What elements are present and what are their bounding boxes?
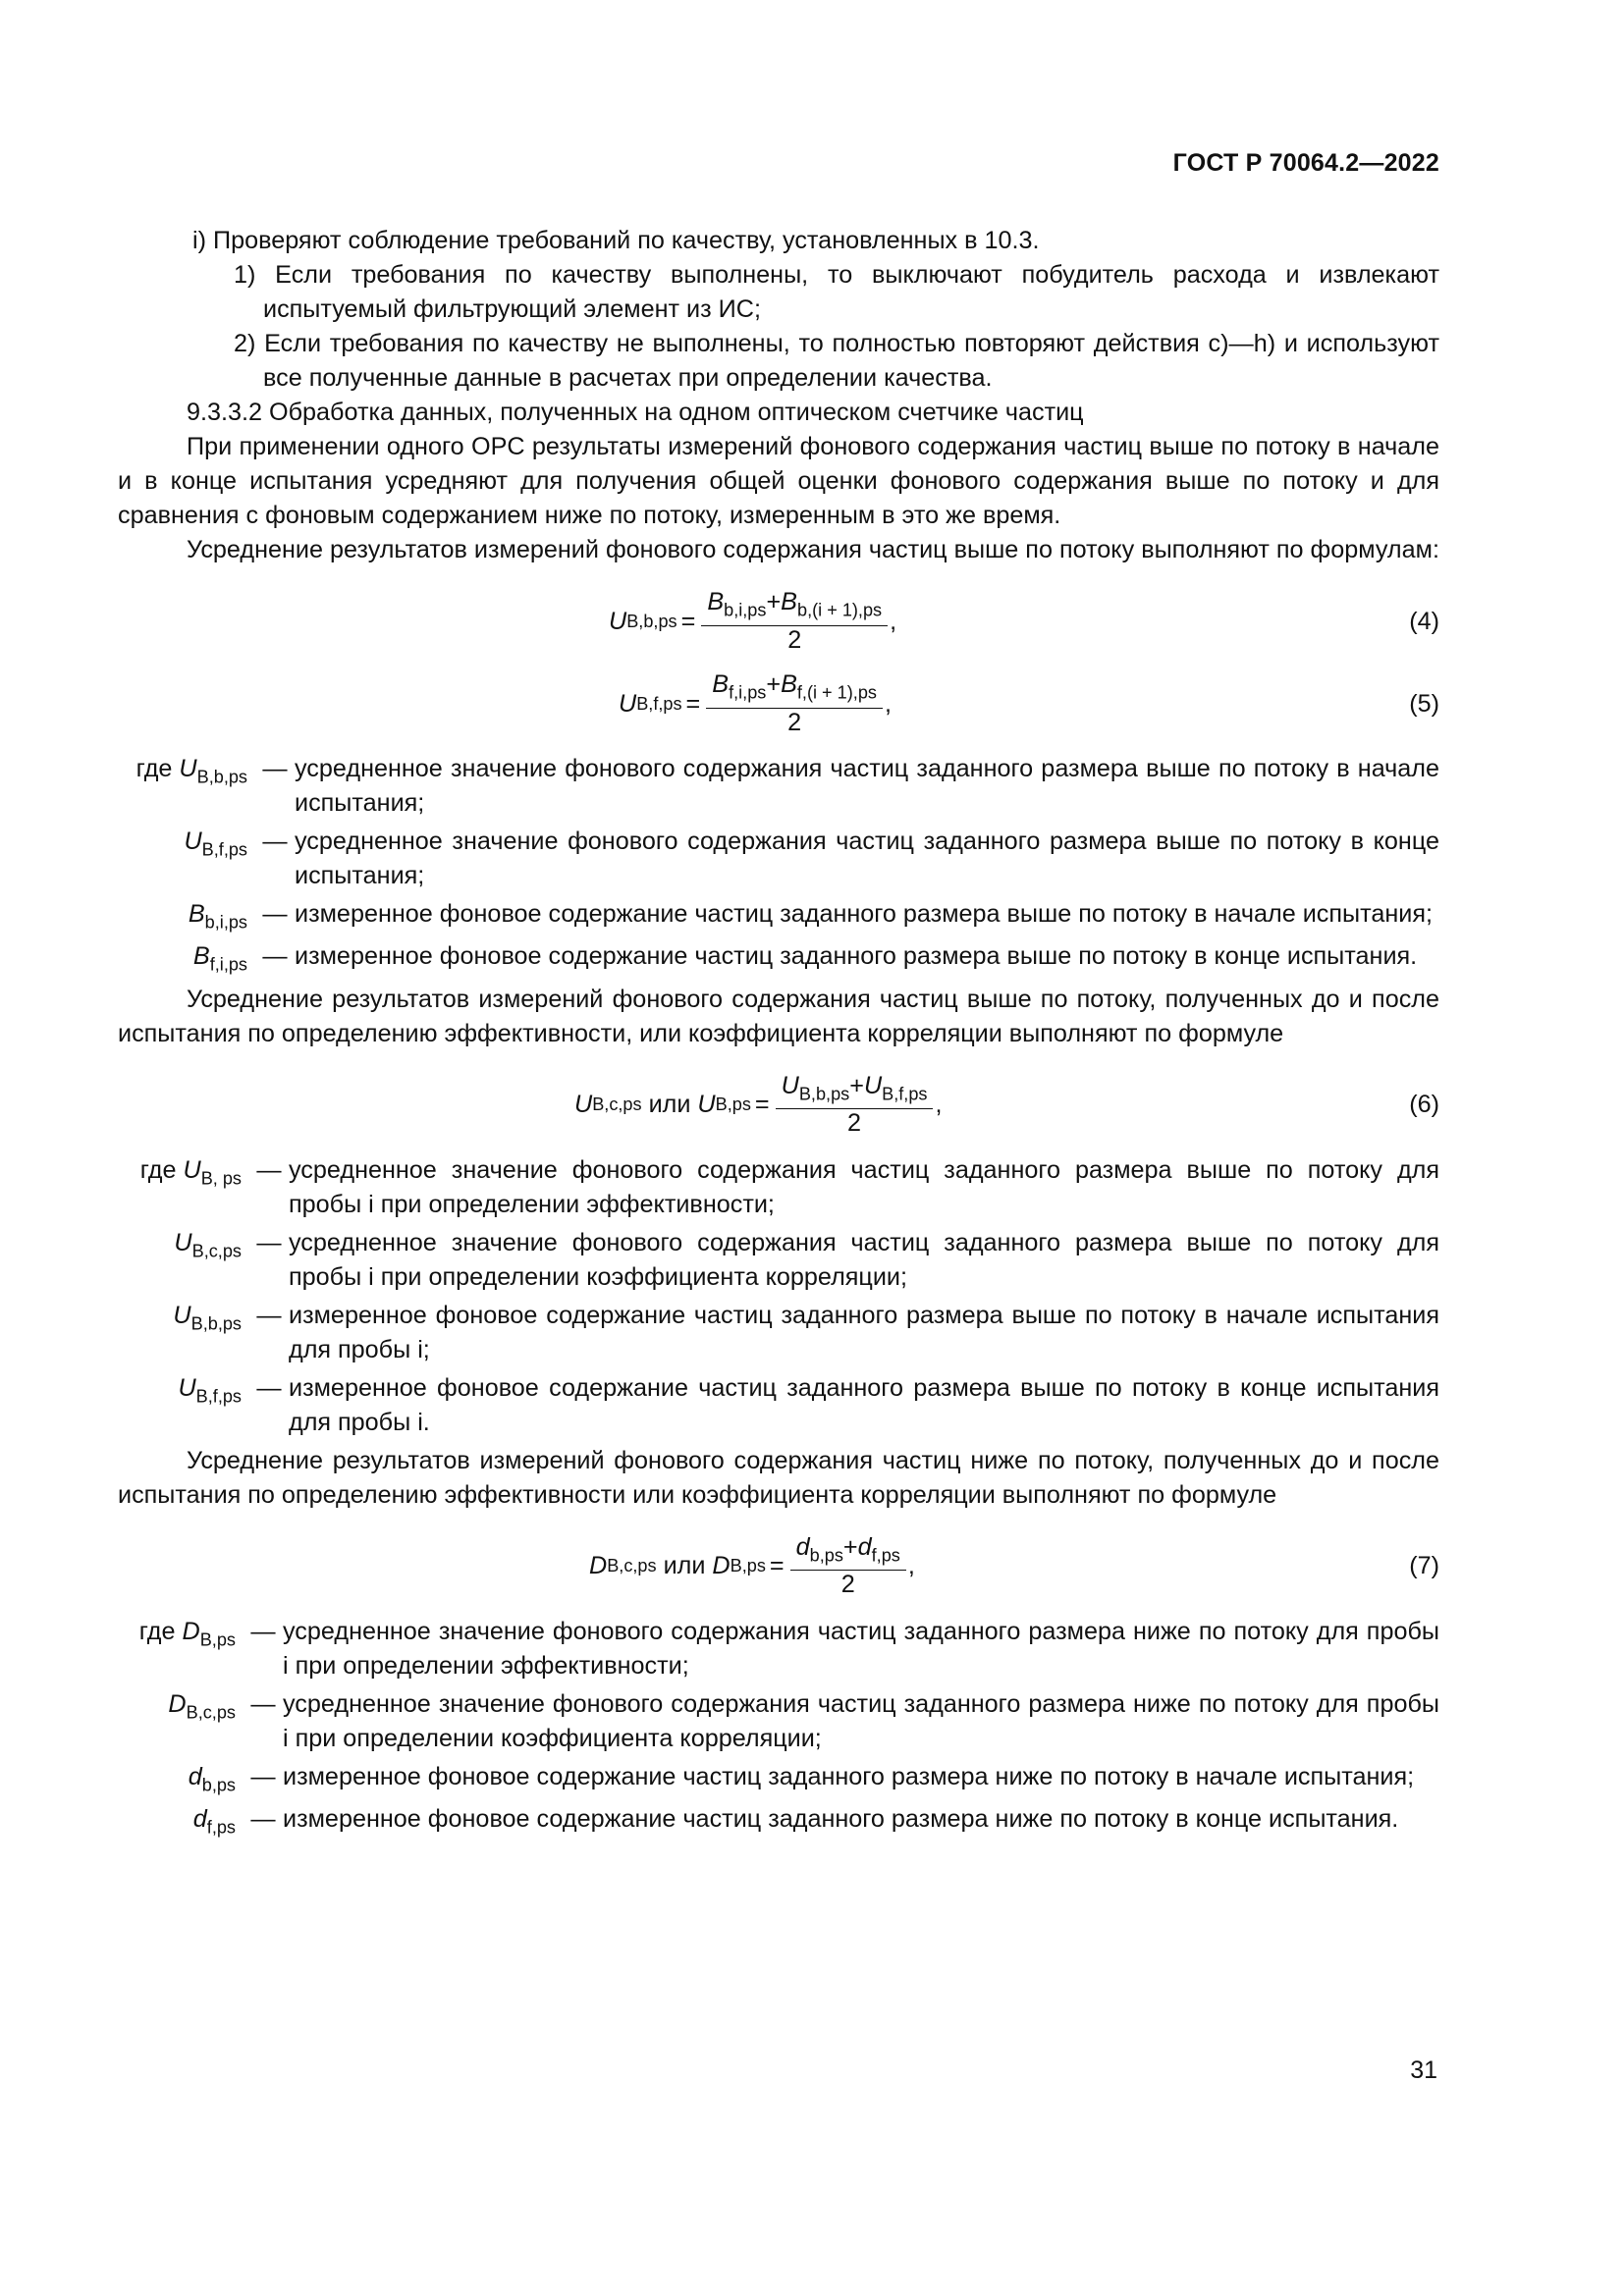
text-span: усредненное значение фонового содержания частиц заданного размера ниже по потоку для пробы i при определении коэффициента корреляции; [283, 1689, 1439, 1752]
text-span: D [168, 1689, 187, 1718]
text-span: f,ps [206, 1817, 236, 1838]
paragraph: Усреднение результатов измерений фонового содержания частиц ниже по потоку, полученных до и после испытания по определению эффективности или коэффициента корреляции выполняют по формуле [118, 1446, 1439, 1509]
text-span: D [712, 1552, 731, 1580]
text-span: = [754, 1091, 770, 1119]
text-span: усредненное значение фонового содержания частиц заданного размера выше по потоку в начале испытания; [295, 755, 1439, 817]
text-span: D [182, 1617, 200, 1645]
text-span: b,i,ps [204, 912, 247, 933]
text-span: U [697, 1091, 716, 1119]
paragraph: При применении одного OPC результаты измерений фонового содержания частиц выше по потоку в начале и в конце испытания усредняют для получения общей оценки фонового содержания выше по потоку и для сравнения с фоновым содержанием ниже по потоку, измеренным в это же время. [118, 433, 1439, 529]
text-span: измеренное фоновое содержание частиц заданного размера выше по потоку в конце испытания для пробы i. [289, 1373, 1439, 1436]
text-span: U [619, 689, 637, 718]
text-span: B [192, 942, 210, 971]
text-span: — [250, 1762, 276, 1790]
text-span: d [857, 1533, 872, 1562]
text-span: где [139, 1155, 177, 1184]
text-span: измеренное фоновое содержание частиц заданного размера выше по потоку в начале испытания для пробы i; [289, 1301, 1439, 1363]
text-span: — [256, 1301, 282, 1329]
text-span: , [890, 607, 897, 635]
text-span: B,b,ps [196, 767, 247, 787]
text-span: измеренное фоновое содержание частиц заданного размера выше по потоку в конце испытания. [295, 942, 1418, 971]
text-span: B,b,ps [626, 611, 677, 631]
text-span: B,ps [199, 1629, 236, 1650]
text-span: U [781, 1072, 799, 1100]
formula-fraction [701, 589, 888, 653]
list-item-2: 2) Если требования по качеству не выполнены, то полностью повторяют действия с)—h) и используют все полученные данные в расчетах при определении качества. [234, 330, 1439, 392]
text-span: B,b,ps [190, 1313, 242, 1334]
document-header: ГОСТ Р 70064.2—2022 [1172, 149, 1439, 177]
text-span: B,c,ps [191, 1241, 242, 1261]
formula-5 [118, 670, 1439, 736]
equation-number: (5) [1409, 689, 1439, 718]
text-span: b,ps [809, 1545, 843, 1566]
text-span: усредненное значение фонового содержания частиц заданного размера выше по потоку для пробы i при определении коэффициента корреляции; [289, 1228, 1439, 1291]
text-span: или [648, 1091, 691, 1119]
text-span: f,(i + 1),ps [796, 682, 877, 703]
text-span: 2 [840, 1571, 855, 1599]
definitions-list [118, 752, 1439, 983]
page-number: 31 [1410, 2056, 1437, 2084]
text-span: — [250, 1805, 276, 1834]
text-span: измеренное фоновое содержание частиц заданного размера выше по потоку в начале испытания; [295, 900, 1433, 928]
text-span: 2 [787, 625, 802, 654]
text-span: — [250, 1617, 276, 1645]
formula-6 [118, 1072, 1439, 1138]
text-span: — [262, 900, 288, 928]
list-item-1: 1) Если требования по качеству выполнены, то выключают побудитель расхода и извлекают испытуемый фильтрующий элемент из ИС; [234, 261, 1439, 323]
text-span: B,f,ps [882, 1084, 928, 1104]
text-span: — [256, 1373, 282, 1402]
text-span: U [183, 1155, 201, 1184]
text-span: f,ps [871, 1545, 900, 1566]
text-span: + [766, 670, 782, 699]
text-span: B,f,ps [636, 693, 682, 714]
equation-number: (6) [1409, 1091, 1439, 1119]
text-span: , [907, 1552, 915, 1580]
text-span: , [884, 689, 892, 718]
text-span: B,ps [715, 1095, 751, 1115]
text-span: где [138, 1617, 176, 1645]
definitions-list [118, 1615, 1439, 1845]
equation-number: (4) [1409, 607, 1439, 635]
text-span: измеренное фоновое содержание частиц заданного размера ниже по потоку в конце испытания. [283, 1805, 1399, 1834]
equation-number: (7) [1409, 1552, 1439, 1580]
text-span: + [842, 1533, 858, 1562]
formula-4 [118, 588, 1439, 654]
text-span: B, ps [200, 1168, 242, 1189]
text-span: — [256, 1228, 282, 1256]
section-heading: 9.3.3.2 Обработка данных, полученных на одном оптическом счетчике частиц [187, 399, 1084, 426]
text-span: U [174, 1228, 192, 1256]
text-span: = [685, 689, 701, 718]
text-span: D [589, 1552, 608, 1580]
text-span: — [262, 755, 288, 782]
text-span: f,i,ps [209, 954, 247, 975]
text-span: 2 [847, 1109, 862, 1138]
text-span: или [663, 1552, 706, 1580]
text-span: b,(i + 1),ps [796, 600, 883, 620]
text-span: U [179, 755, 197, 782]
text-span: — [262, 942, 288, 971]
paragraph: Усреднение результатов измерений фонового содержания частиц выше по потоку, полученных до и после испытания по определению эффективности, или коэффициента корреляции выполняют по формуле [118, 985, 1439, 1047]
text-span: — [250, 1689, 276, 1718]
text-span: U [863, 1072, 883, 1100]
text-span: , [935, 1091, 943, 1119]
text-span: где [135, 755, 173, 782]
text-span: b,i,ps [724, 600, 767, 620]
text-span: U [178, 1373, 196, 1402]
text-span: B,f,ps [201, 839, 247, 860]
formula-eq: = [680, 607, 696, 635]
text-span: = [769, 1552, 785, 1580]
text-span: f,i,ps [729, 682, 767, 703]
formula-fraction [706, 671, 883, 735]
text-span: d [192, 1805, 207, 1834]
text-span: U [574, 1091, 593, 1119]
text-span: U [184, 828, 202, 855]
text-span: 2 [787, 708, 802, 736]
text-span: B,ps [730, 1556, 766, 1576]
formula-var: U [609, 607, 627, 635]
document-body [118, 224, 1439, 1844]
text-span: B,f,ps [195, 1386, 242, 1407]
text-span: d [188, 1762, 202, 1790]
paragraph: Усреднение результатов измерений фонового содержания частиц выше по потоку выполняют по формулам: [187, 536, 1439, 563]
text-span: d [795, 1533, 810, 1562]
text-span: B [707, 588, 725, 616]
text-span: + [766, 588, 782, 616]
text-span: B,c,ps [607, 1556, 657, 1576]
text-span: B [712, 670, 730, 699]
text-span: B [188, 900, 205, 928]
text-span: B [781, 670, 797, 699]
text-span: — [256, 1155, 282, 1184]
text-span: усредненное значение фонового содержания частиц заданного размера выше по потоку в конце испытания; [295, 828, 1439, 889]
text-span: B [781, 588, 797, 616]
definitions-list [118, 1153, 1439, 1444]
text-span: + [849, 1072, 864, 1100]
formula-fraction [776, 1073, 934, 1137]
text-span: B,c,ps [592, 1095, 642, 1115]
text-span: B,b,ps [798, 1084, 850, 1104]
text-span: b,ps [201, 1775, 236, 1795]
text-span: — [262, 828, 288, 855]
text-span: U [173, 1301, 191, 1329]
text-span: усредненное значение фонового содержания частиц заданного размера ниже по потоку для пробы i при определении эффективности; [283, 1617, 1439, 1680]
text-span: усредненное значение фонового содержания частиц заданного размера выше по потоку для пробы i при определении эффективности; [289, 1155, 1439, 1218]
text-span: измеренное фоновое содержание частиц заданного размера ниже по потоку в начале испытания; [283, 1762, 1415, 1790]
formula-fraction [790, 1534, 906, 1598]
text-span: B,c,ps [186, 1702, 236, 1723]
list-item-i: i) Проверяют соблюдение требований по качеству, установленных в 10.3. [192, 227, 1040, 254]
formula-7 [118, 1533, 1439, 1599]
